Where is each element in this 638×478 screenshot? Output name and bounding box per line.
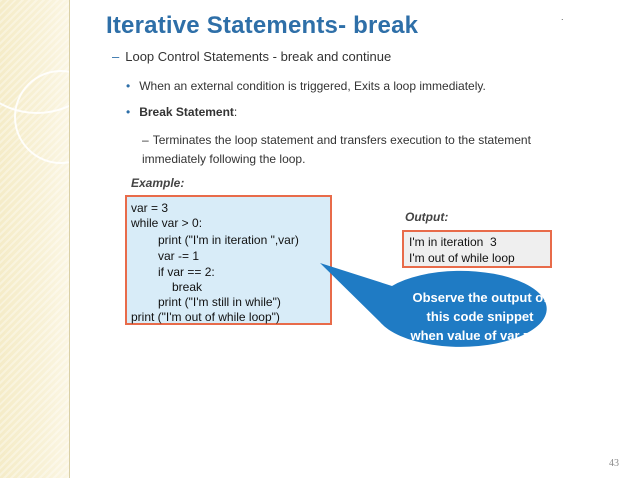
bullet-text: When an external condition is triggered, Exits a loop immediately. xyxy=(139,79,486,93)
output-line: I'm out of while loop xyxy=(409,251,515,265)
subtitle-text: Loop Control Statements - break and continue xyxy=(125,49,392,64)
bullet-dot: • xyxy=(126,105,131,119)
callout-text xyxy=(380,288,580,345)
output-line: I'm in iteration 3 xyxy=(409,235,497,249)
code-line: print ("I'm still in while") xyxy=(158,295,281,309)
code-line: while var > 0: xyxy=(131,216,203,230)
bullet-dot: • xyxy=(126,79,131,93)
code-line: var = 3 xyxy=(131,201,169,215)
callout-line: Observe the output of xyxy=(412,290,548,305)
callout-line: when value of var = 5? xyxy=(410,328,550,343)
code-line: if var == 2: xyxy=(158,265,215,279)
example-label: Example: xyxy=(131,176,185,190)
code-line: var -= 1 xyxy=(158,249,200,263)
callout-line: this code snippet xyxy=(426,309,534,324)
corner-mark: . xyxy=(561,12,564,22)
bullet-suffix: : xyxy=(233,105,238,119)
description-dash: – xyxy=(142,133,149,147)
slide-title: Iterative Statements- break xyxy=(106,12,419,39)
description-text: Terminates the loop statement and transfers execution to the statement immediately following the loop. xyxy=(142,133,531,166)
page-number: 43 xyxy=(609,458,619,469)
output-label: Output: xyxy=(405,210,449,224)
bullet-label: Break Statement xyxy=(139,105,234,119)
code-line: break xyxy=(172,280,203,294)
code-line: print ("I'm in iteration ",var) xyxy=(158,233,299,247)
subtitle-dash: – xyxy=(112,49,120,64)
code-line: print ("I'm out of while loop") xyxy=(131,310,280,324)
